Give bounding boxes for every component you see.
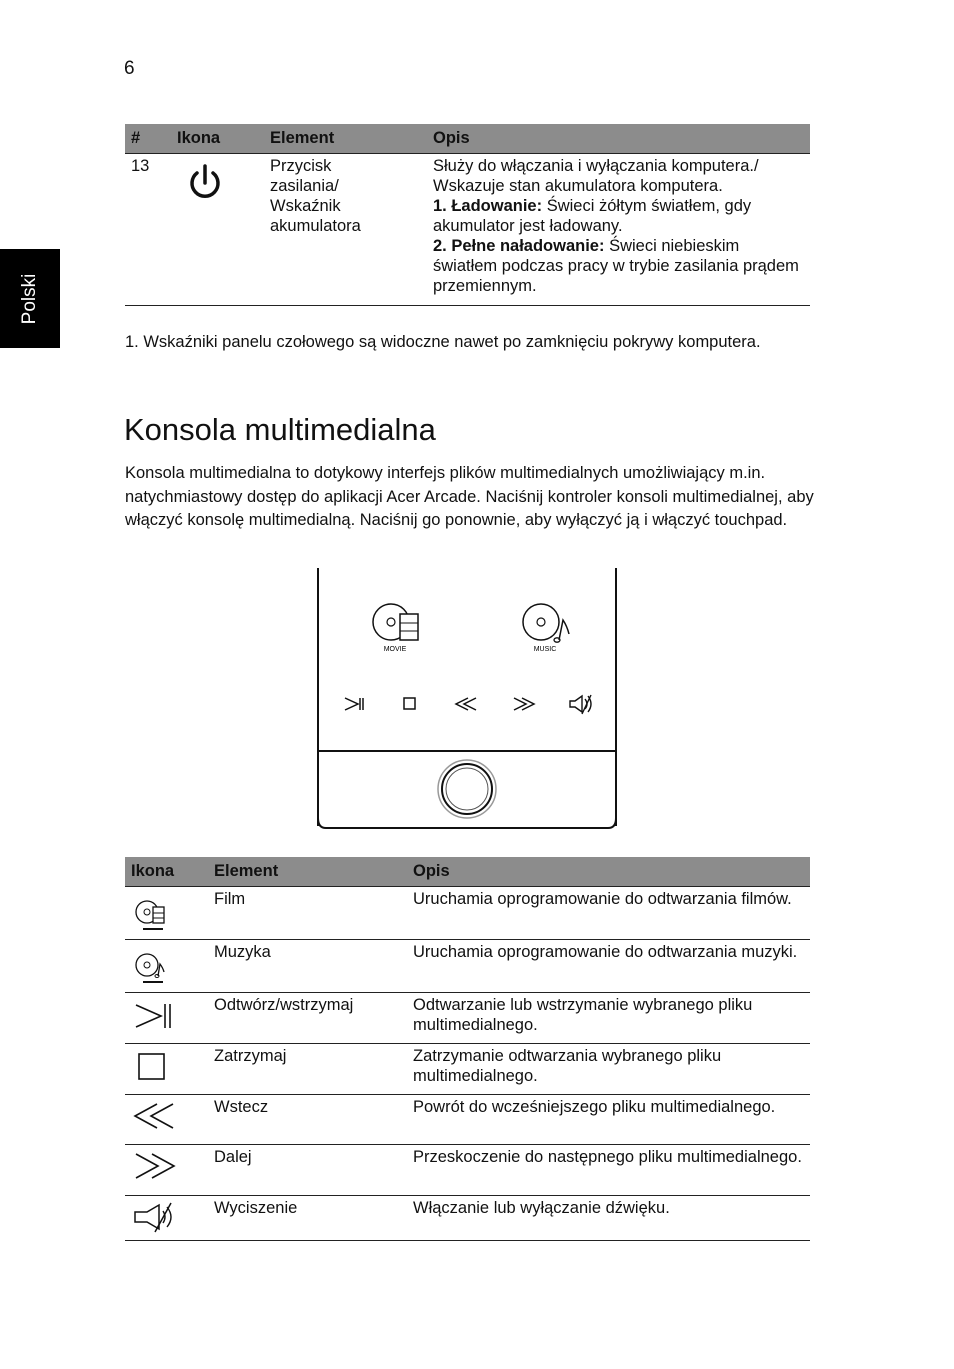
console-bottom-edge <box>318 818 616 828</box>
power-icon <box>183 161 227 205</box>
intro-paragraph: Konsola multimedialna to dotykowy interfejs plików multimedialnych umożliwiający m.in. natychmiastowy dostęp do aplikacji Acer Arcade. Naciśnij kontroler konsoli multimedialnej, aby włączyć konsolę multimedialną. Naciśnij go ponownie, aby wyłączyć ją i włączyć touchpad. <box>125 464 814 529</box>
row-number: 13 <box>131 157 150 175</box>
desc-charging <box>433 196 804 236</box>
footnote: 1. Wskaźniki panelu czołowego są widoczne nawet po zamknięciu pokrywy komputera. <box>125 333 761 351</box>
console-movie-button[interactable] <box>373 604 418 653</box>
language-tab <box>0 249 60 348</box>
forward-icon <box>131 1150 179 1182</box>
console-controller[interactable] <box>438 760 496 818</box>
desc-line: Służy do włączania i wyłączania komputera./ <box>433 157 759 175</box>
table-row <box>125 940 810 993</box>
table-row <box>125 1095 810 1145</box>
power-table <box>125 124 810 306</box>
table-row <box>125 154 810 306</box>
play-pause-icon[interactable] <box>345 698 363 710</box>
stop-icon[interactable] <box>404 698 415 709</box>
col-desc-header: Opis <box>427 124 810 154</box>
table-header-row <box>125 124 810 154</box>
console-music-button[interactable] <box>523 604 569 653</box>
desc-charging-label: 1. Ładowanie: <box>433 197 543 215</box>
row-element: Dalej <box>214 1148 252 1166</box>
desc-full <box>433 236 804 296</box>
stop-icon <box>131 1050 171 1084</box>
element-line: Przycisk <box>270 157 332 175</box>
console-illustration <box>316 568 618 832</box>
forward-icon[interactable] <box>514 698 534 710</box>
table-row <box>125 887 810 940</box>
mute-icon[interactable] <box>570 695 591 714</box>
element-line: Wskaźnik <box>270 197 341 215</box>
section-heading: Konsola multimedialna <box>124 412 436 447</box>
element-line: zasilania/ <box>270 177 339 195</box>
col-number-header: # <box>125 124 171 154</box>
table-header-row <box>125 857 810 887</box>
icon-cell <box>171 154 264 306</box>
row-description: Uruchamia oprogramowanie do odtwarzania filmów. <box>413 890 792 908</box>
row-description: Przeskoczenie do następnego pliku multimedialnego. <box>413 1148 802 1166</box>
table-row <box>125 1145 810 1196</box>
row-description <box>427 154 810 306</box>
rewind-icon[interactable] <box>456 698 476 710</box>
element-line: akumulatora <box>270 217 361 235</box>
movie-icon <box>131 895 171 935</box>
row-element: Wstecz <box>214 1098 269 1116</box>
multimedia-table <box>125 857 810 1241</box>
page-number: 6 <box>124 58 135 79</box>
desc-line: Wskazuje stan akumulatora komputera. <box>433 177 723 195</box>
row-element: Odtwórz/wstrzymaj <box>214 996 354 1014</box>
music-label: MUSIC <box>533 646 557 653</box>
desc-full-label: 2. Pełne naładowanie: <box>433 237 605 255</box>
row-description: Powrót do wcześniejszego pliku multimedialnego. <box>413 1098 776 1116</box>
table-row <box>125 1044 810 1095</box>
play-pause-icon <box>131 999 175 1033</box>
row-description: Włączanie lub wyłączanie dźwięku. <box>413 1199 670 1217</box>
desc-full-text: Świeci niebieskim światłem podczas pracy w trybie zasilania prądem przemiennym. <box>433 237 799 295</box>
language-tab-label: Polski <box>19 273 40 325</box>
row-element: Muzyka <box>214 943 271 961</box>
row-description: Zatrzymanie odtwarzania wybranego pliku multimedialnego. <box>413 1047 722 1085</box>
col-element-header: Element <box>264 124 427 154</box>
mute-icon <box>131 1200 179 1234</box>
desc-charging-text: Świeci żółtym światłem, gdy akumulator jest ładowany. <box>433 197 752 235</box>
col-icon-header: Ikona <box>171 124 264 154</box>
row-element: Zatrzymaj <box>214 1047 287 1065</box>
movie-label: MOVIE <box>383 646 407 653</box>
console-divider <box>319 750 615 752</box>
col-icon-header: Ikona <box>125 857 208 887</box>
row-element: Wyciszenie <box>214 1199 298 1217</box>
row-element <box>264 154 427 306</box>
table-row <box>125 993 810 1044</box>
row-element: Film <box>214 890 246 908</box>
music-icon <box>131 948 171 988</box>
row-description: Uruchamia oprogramowanie do odtwarzania muzyki. <box>413 943 798 961</box>
col-desc-header: Opis <box>407 857 810 887</box>
rewind-icon <box>131 1100 179 1132</box>
col-element-header: Element <box>208 857 407 887</box>
row-description: Odtwarzanie lub wstrzymanie wybranego pliku multimedialnego. <box>413 996 753 1034</box>
table-row <box>125 1196 810 1241</box>
